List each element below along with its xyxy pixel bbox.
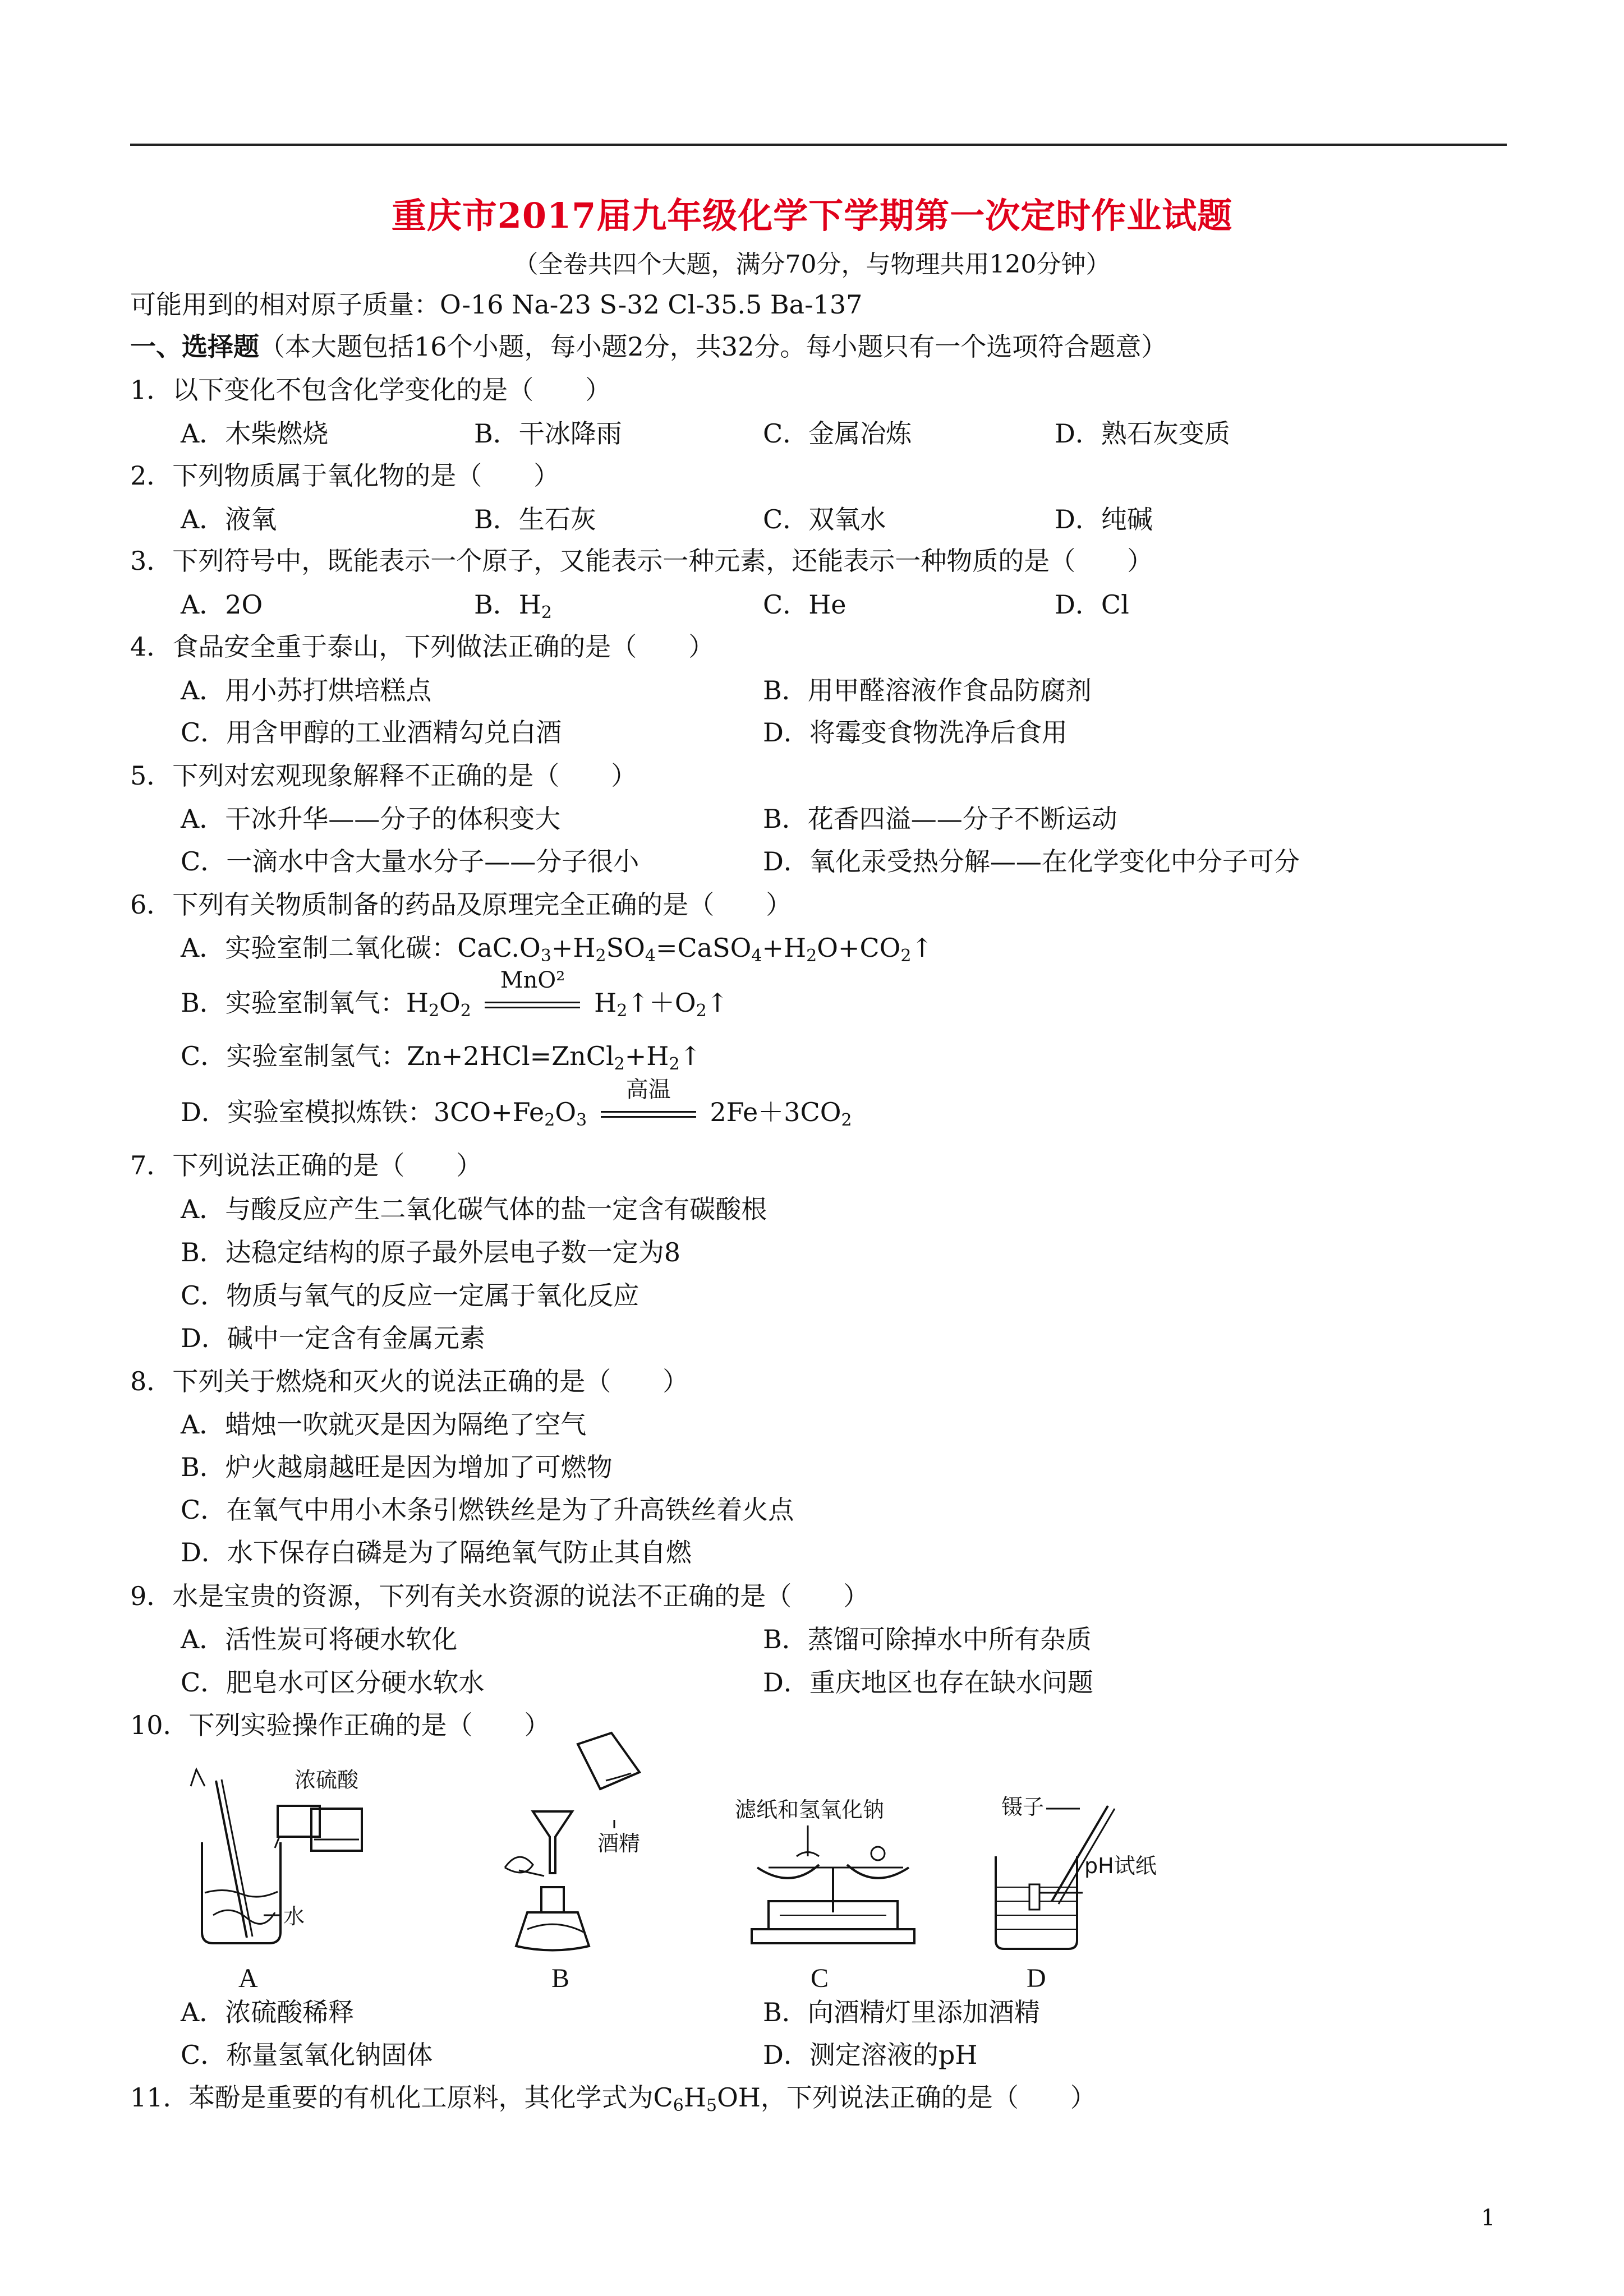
question-7-option-a: A．与酸反应产生二氧化碳气体的盐一定含有碳酸根 bbox=[181, 1194, 767, 1224]
question-5-option-a: A．干冰升华——分子的体积变大 bbox=[181, 804, 561, 834]
question-6-option-d: D．实验室模拟炼铁：$3CO+Fe_2O_3$ 高温 $2Fe+3CO_2$ bbox=[181, 1077, 852, 1130]
question-7-stem: 7．下列说法正确的是（ ） bbox=[130, 1150, 482, 1181]
figure-d-label: D bbox=[1027, 1963, 1046, 1993]
question-6-option-b: B．实验室制氧气：$H_2O_2$ MnO² $H_2↑+O_2↑$ bbox=[181, 967, 729, 1021]
question-2-option-c: C．双氧水 bbox=[763, 504, 886, 534]
figure-c-balance bbox=[735, 1797, 948, 1968]
equation-b: $H_2O_2$ MnO² $H_2↑+O_2↑$ bbox=[406, 967, 729, 1021]
question-4-stem: 4．食品安全重于泰山，下列做法正确的是（ ） bbox=[130, 631, 715, 662]
page-number: 1 bbox=[1481, 2205, 1496, 2231]
question-2-option-a: A．液氧 bbox=[181, 504, 277, 534]
label-jiujing: 酒精 bbox=[597, 1831, 641, 1856]
equation-c: $Zn+2HCl=ZnCl_2+H_2↑$ bbox=[407, 1041, 702, 1074]
exam-subtitle: （全卷共四个大题，满分70分，与物理共用120分钟） bbox=[513, 250, 1111, 279]
question-9-stem: 9．水是宝贵的资源，下列有关水资源的说法不正确的是（ ） bbox=[130, 1581, 869, 1611]
question-4-option-a: A．用小苏打烘培糕点 bbox=[181, 675, 432, 706]
question-9-option-b: B．蒸馏可除掉水中所有杂质 bbox=[763, 1624, 1092, 1654]
question-3-option-c: C．He bbox=[763, 589, 846, 620]
question-2-option-b: B．生石灰 bbox=[474, 504, 596, 534]
question-9-option-c: C．肥皂水可区分硬水软水 bbox=[181, 1667, 485, 1698]
question-3-stem: 3．下列符号中，既能表示一个原子，又能表示一种元素，还能表示一种物质的是（ ） bbox=[130, 546, 1153, 576]
figure-c-label: C bbox=[811, 1963, 829, 1993]
question-5-option-c: C．一滴水中含大量水分子——分子很小 bbox=[181, 846, 640, 877]
question-5-stem: 5．下列对宏观现象解释不正确的是（ ） bbox=[130, 760, 637, 791]
question-1-option-d: D．熟石灰变质 bbox=[1055, 418, 1230, 449]
question-6-option-a: A．实验室制二氧化碳：$CaC.O_3+H_2SO_4=CaSO_4+H_2O+CO_2↑$ bbox=[181, 933, 933, 966]
figure-d-ph-test bbox=[984, 1789, 1209, 1968]
question-7-option-c: C．物质与氧气的反应一定属于氧化反应 bbox=[181, 1280, 640, 1311]
question-4-option-b: B．用甲醛溶液作食品防腐剂 bbox=[763, 675, 1092, 706]
question-8-option-a: A．蜡烛一吹就灭是因为隔绝了空气 bbox=[181, 1409, 587, 1440]
question-3-option-a: A．2O bbox=[181, 589, 263, 620]
question-9-option-d: D．重庆地区也存在缺水问题 bbox=[763, 1667, 1093, 1698]
question-8-option-d: D．水下保存白磷是为了隔绝氧气防止其自燃 bbox=[181, 1537, 692, 1567]
equation-a: $CaC.O_3+H_2SO_4=CaSO_4+H_2O+CO_2↑$ bbox=[457, 933, 933, 966]
question-8-option-b: B．炉火越扇越旺是因为增加了可燃物 bbox=[181, 1452, 613, 1482]
section1-description: （本大题包括16个小题，每小题2分，共32分。每小题只有一个选项符合题意） bbox=[259, 331, 1167, 362]
section1-header bbox=[130, 331, 1167, 362]
question-10-option-b: B．向酒精灯里添加酒精 bbox=[763, 1997, 1040, 2027]
question-10-option-c: C．称量氢氧化钠固体 bbox=[181, 2040, 433, 2070]
label-shui: 水 bbox=[283, 1904, 305, 1929]
question-10-stem: 10．下列实验操作正确的是（ ） bbox=[130, 1710, 550, 1740]
label-ph: pH试纸 bbox=[1084, 1854, 1157, 1878]
question-8-option-c: C．在氧气中用小木条引燃铁丝是为了升高铁丝着火点 bbox=[181, 1495, 794, 1525]
question-10-option-d: D．测定溶液的pH bbox=[763, 2040, 978, 2070]
question-2-option-d: D．纯碱 bbox=[1055, 504, 1153, 534]
label-nongliusuan: 浓硫酸 bbox=[295, 1768, 359, 1792]
question-4-option-c: C．用含甲醇的工业酒精勾兑白酒 bbox=[181, 717, 562, 748]
section1-heading: 一、选择题 bbox=[130, 331, 259, 362]
question-4-option-d: D．将霉变食物洗净后食用 bbox=[763, 717, 1068, 748]
figure-b-label: B bbox=[551, 1963, 570, 1993]
question-5-option-d: D．氧化汞受热分解——在化学变化中分子可分 bbox=[763, 846, 1300, 877]
atomic-mass-line: 可能用到的相对原子质量：O-16 Na-23 S-32 Cl-35.5 Ba-137 bbox=[130, 289, 863, 320]
label-niezi: 镊子 bbox=[1001, 1795, 1045, 1819]
question-10-option-a: A．浓硫酸稀释 bbox=[181, 1997, 355, 2027]
label-lvzhi: 滤纸和氢氧化钠 bbox=[735, 1797, 885, 1822]
question-7-option-d: D．碱中一定含有金属元素 bbox=[181, 1323, 485, 1353]
question-5-option-b: B．花香四溢——分子不断运动 bbox=[763, 804, 1117, 834]
question-1-stem: 1．以下变化不包含化学变化的是（ ） bbox=[130, 375, 611, 405]
question-2-stem: 2．下列物质属于氧化物的是（ ） bbox=[130, 460, 560, 491]
question-9-option-a: A．活性炭可将硬水软化 bbox=[181, 1624, 458, 1654]
question-8-stem: 8．下列关于燃烧和灭火的说法正确的是（ ） bbox=[130, 1366, 689, 1396]
header-rule bbox=[130, 144, 1507, 146]
question-6-stem: 6．下列有关物质制备的药品及原理完全正确的是（ ） bbox=[130, 889, 792, 920]
question-1-option-c: C．金属冶炼 bbox=[763, 418, 912, 449]
figure-a-label: A bbox=[238, 1963, 258, 1993]
phenol-formula: $C_6H_5OH$ bbox=[653, 2082, 761, 2115]
question-6-option-c: C．实验室制氢气：$Zn+2HCl=ZnCl_2+H_2↑$ bbox=[181, 1041, 702, 1074]
figure-b-alcohol-lamp bbox=[471, 1727, 684, 1968]
question-11-stem: 11．苯酚是重要的有机化工原料，其化学式为$C_6H_5OH$，下列说法正确的是（ ） bbox=[130, 2082, 1096, 2115]
question-7-option-b: B．达稳定结构的原子最外层电子数一定为8 bbox=[181, 1237, 681, 1267]
figure-a-acid-dilution bbox=[180, 1747, 381, 1971]
question-3-option-d: D．Cl bbox=[1055, 589, 1129, 620]
question-1-option-b: B．干冰降雨 bbox=[474, 418, 622, 449]
question-1-option-a: A．木柴燃烧 bbox=[181, 418, 329, 449]
equation-d: $3CO+Fe_2O_3$ 高温 $2Fe+3CO_2$ bbox=[433, 1077, 852, 1130]
question-3-option-b: B．$H_2$ bbox=[474, 589, 553, 623]
exam-title: 重庆市2017届九年级化学下学期第一次定时作业试题 bbox=[391, 195, 1233, 236]
